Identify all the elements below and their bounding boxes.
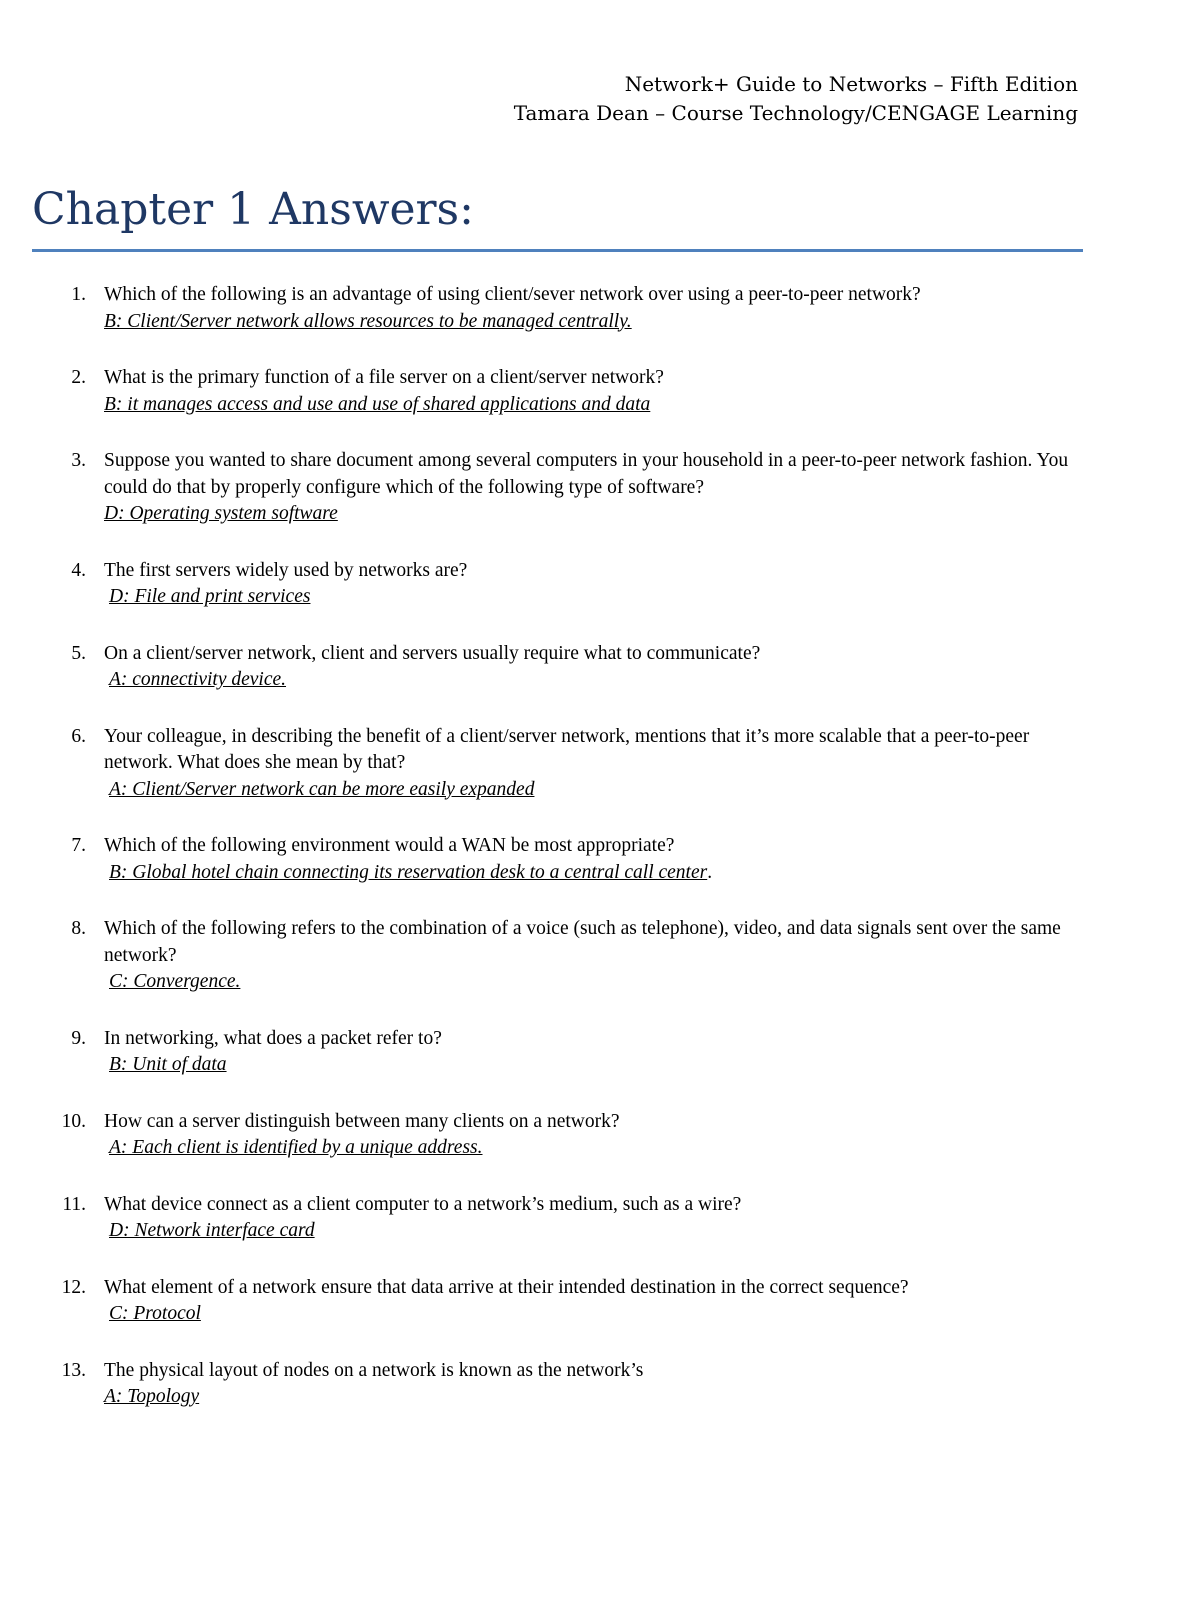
- answer-suffix: .: [707, 861, 713, 883]
- question-text: Which of the following is an advantage of using client/sever network over using a peer-to-peer network?: [104, 284, 921, 305]
- list-item: [0, 558, 1090, 611]
- list-item: [0, 916, 1090, 996]
- question-text: Which of the following environment would a WAN be most appropriate?: [104, 835, 675, 856]
- question-number: 2.: [71, 367, 86, 388]
- question-number: 3.: [71, 450, 86, 471]
- question-number: 13.: [61, 1359, 86, 1381]
- list-item: [0, 641, 1090, 694]
- question-text: Your colleague, in describing the benefit of a client/server network, mentions that it’s more scalable that a peer-to-peer network. What does she mean by that?: [104, 725, 1030, 773]
- question-number: 9.: [71, 1027, 86, 1049]
- list-item: [0, 365, 1090, 418]
- question-number: 12.: [61, 1276, 86, 1298]
- list-item: [0, 1192, 1090, 1245]
- question-number: 6.: [71, 725, 86, 747]
- answer-text: B: Client/Server network allows resources to be managed centrally.: [104, 310, 632, 332]
- list-item: [0, 448, 1090, 528]
- question-text: What is the primary function of a file server on a client/server network?: [104, 367, 664, 388]
- answer-text: A: Client/Server network can be more easily expanded: [109, 778, 535, 800]
- answer-text: A: Each client is identified by a unique address.: [109, 1137, 483, 1158]
- list-item: [0, 1109, 1090, 1162]
- header-book-title: Network+ Guide to Networks – Fifth Edition: [624, 72, 1078, 96]
- question-number: 4.: [71, 559, 86, 581]
- list-item: [0, 282, 1090, 335]
- answer-text: B: Unit of data: [109, 1054, 227, 1075]
- answer-text: C: Protocol: [109, 1303, 201, 1324]
- question-text: How can a server distinguish between many clients on a network?: [104, 1110, 620, 1132]
- question-text: In networking, what does a packet refer to?: [104, 1027, 442, 1049]
- question-number: 10.: [61, 1110, 86, 1132]
- question-number: 1.: [71, 284, 86, 305]
- question-list: [0, 282, 1090, 1441]
- header-author-publisher: Tamara Dean – Course Technology/CENGAGE Learning: [513, 101, 1078, 125]
- title-rule: [32, 249, 1083, 252]
- question-text: The first servers widely used by networks are?: [104, 559, 468, 581]
- answer-text: D: Network interface card: [109, 1220, 315, 1241]
- question-text: The physical layout of nodes on a network is known as the network’s: [104, 1359, 644, 1381]
- answer-text: A: connectivity device.: [109, 669, 287, 690]
- answer-text: D: Operating system software: [104, 503, 338, 524]
- list-item: [0, 833, 1090, 886]
- answer-text: D: File and print services: [109, 586, 311, 607]
- answer-text: C: Convergence.: [109, 971, 241, 992]
- answer-text: B: it manages access and use and use of shared applications and data: [104, 393, 651, 415]
- chapter-title: Chapter 1 Answers:: [32, 184, 474, 235]
- list-item: [0, 1358, 1090, 1411]
- question-text: On a client/server network, client and servers usually require what to communicate?: [104, 642, 761, 664]
- question-text: Suppose you wanted to share document among several computers in your household in a peer-to-peer network fashion. You could do that by properly configure which of the following type of software?: [104, 450, 1069, 498]
- list-item: [0, 1275, 1090, 1328]
- question-text: What device connect as a client computer to a network’s medium, such as a wire?: [104, 1193, 742, 1215]
- answer-text: B: Global hotel chain connecting its reservation desk to a central call center: [109, 861, 708, 883]
- question-number: 8.: [71, 918, 86, 939]
- list-item: [0, 724, 1090, 804]
- question-text: Which of the following refers to the combination of a voice (such as telephone), video, and data signals sent over the same network?: [104, 918, 1061, 966]
- document-header: [514, 70, 1078, 128]
- answer-text: A: Topology: [104, 1386, 200, 1407]
- question-number: 7.: [71, 835, 86, 856]
- list-item: [0, 1026, 1090, 1079]
- question-number: 5.: [71, 642, 86, 664]
- question-text: What element of a network ensure that data arrive at their intended destination in the correct sequence?: [104, 1276, 909, 1298]
- question-number: 11.: [62, 1193, 86, 1215]
